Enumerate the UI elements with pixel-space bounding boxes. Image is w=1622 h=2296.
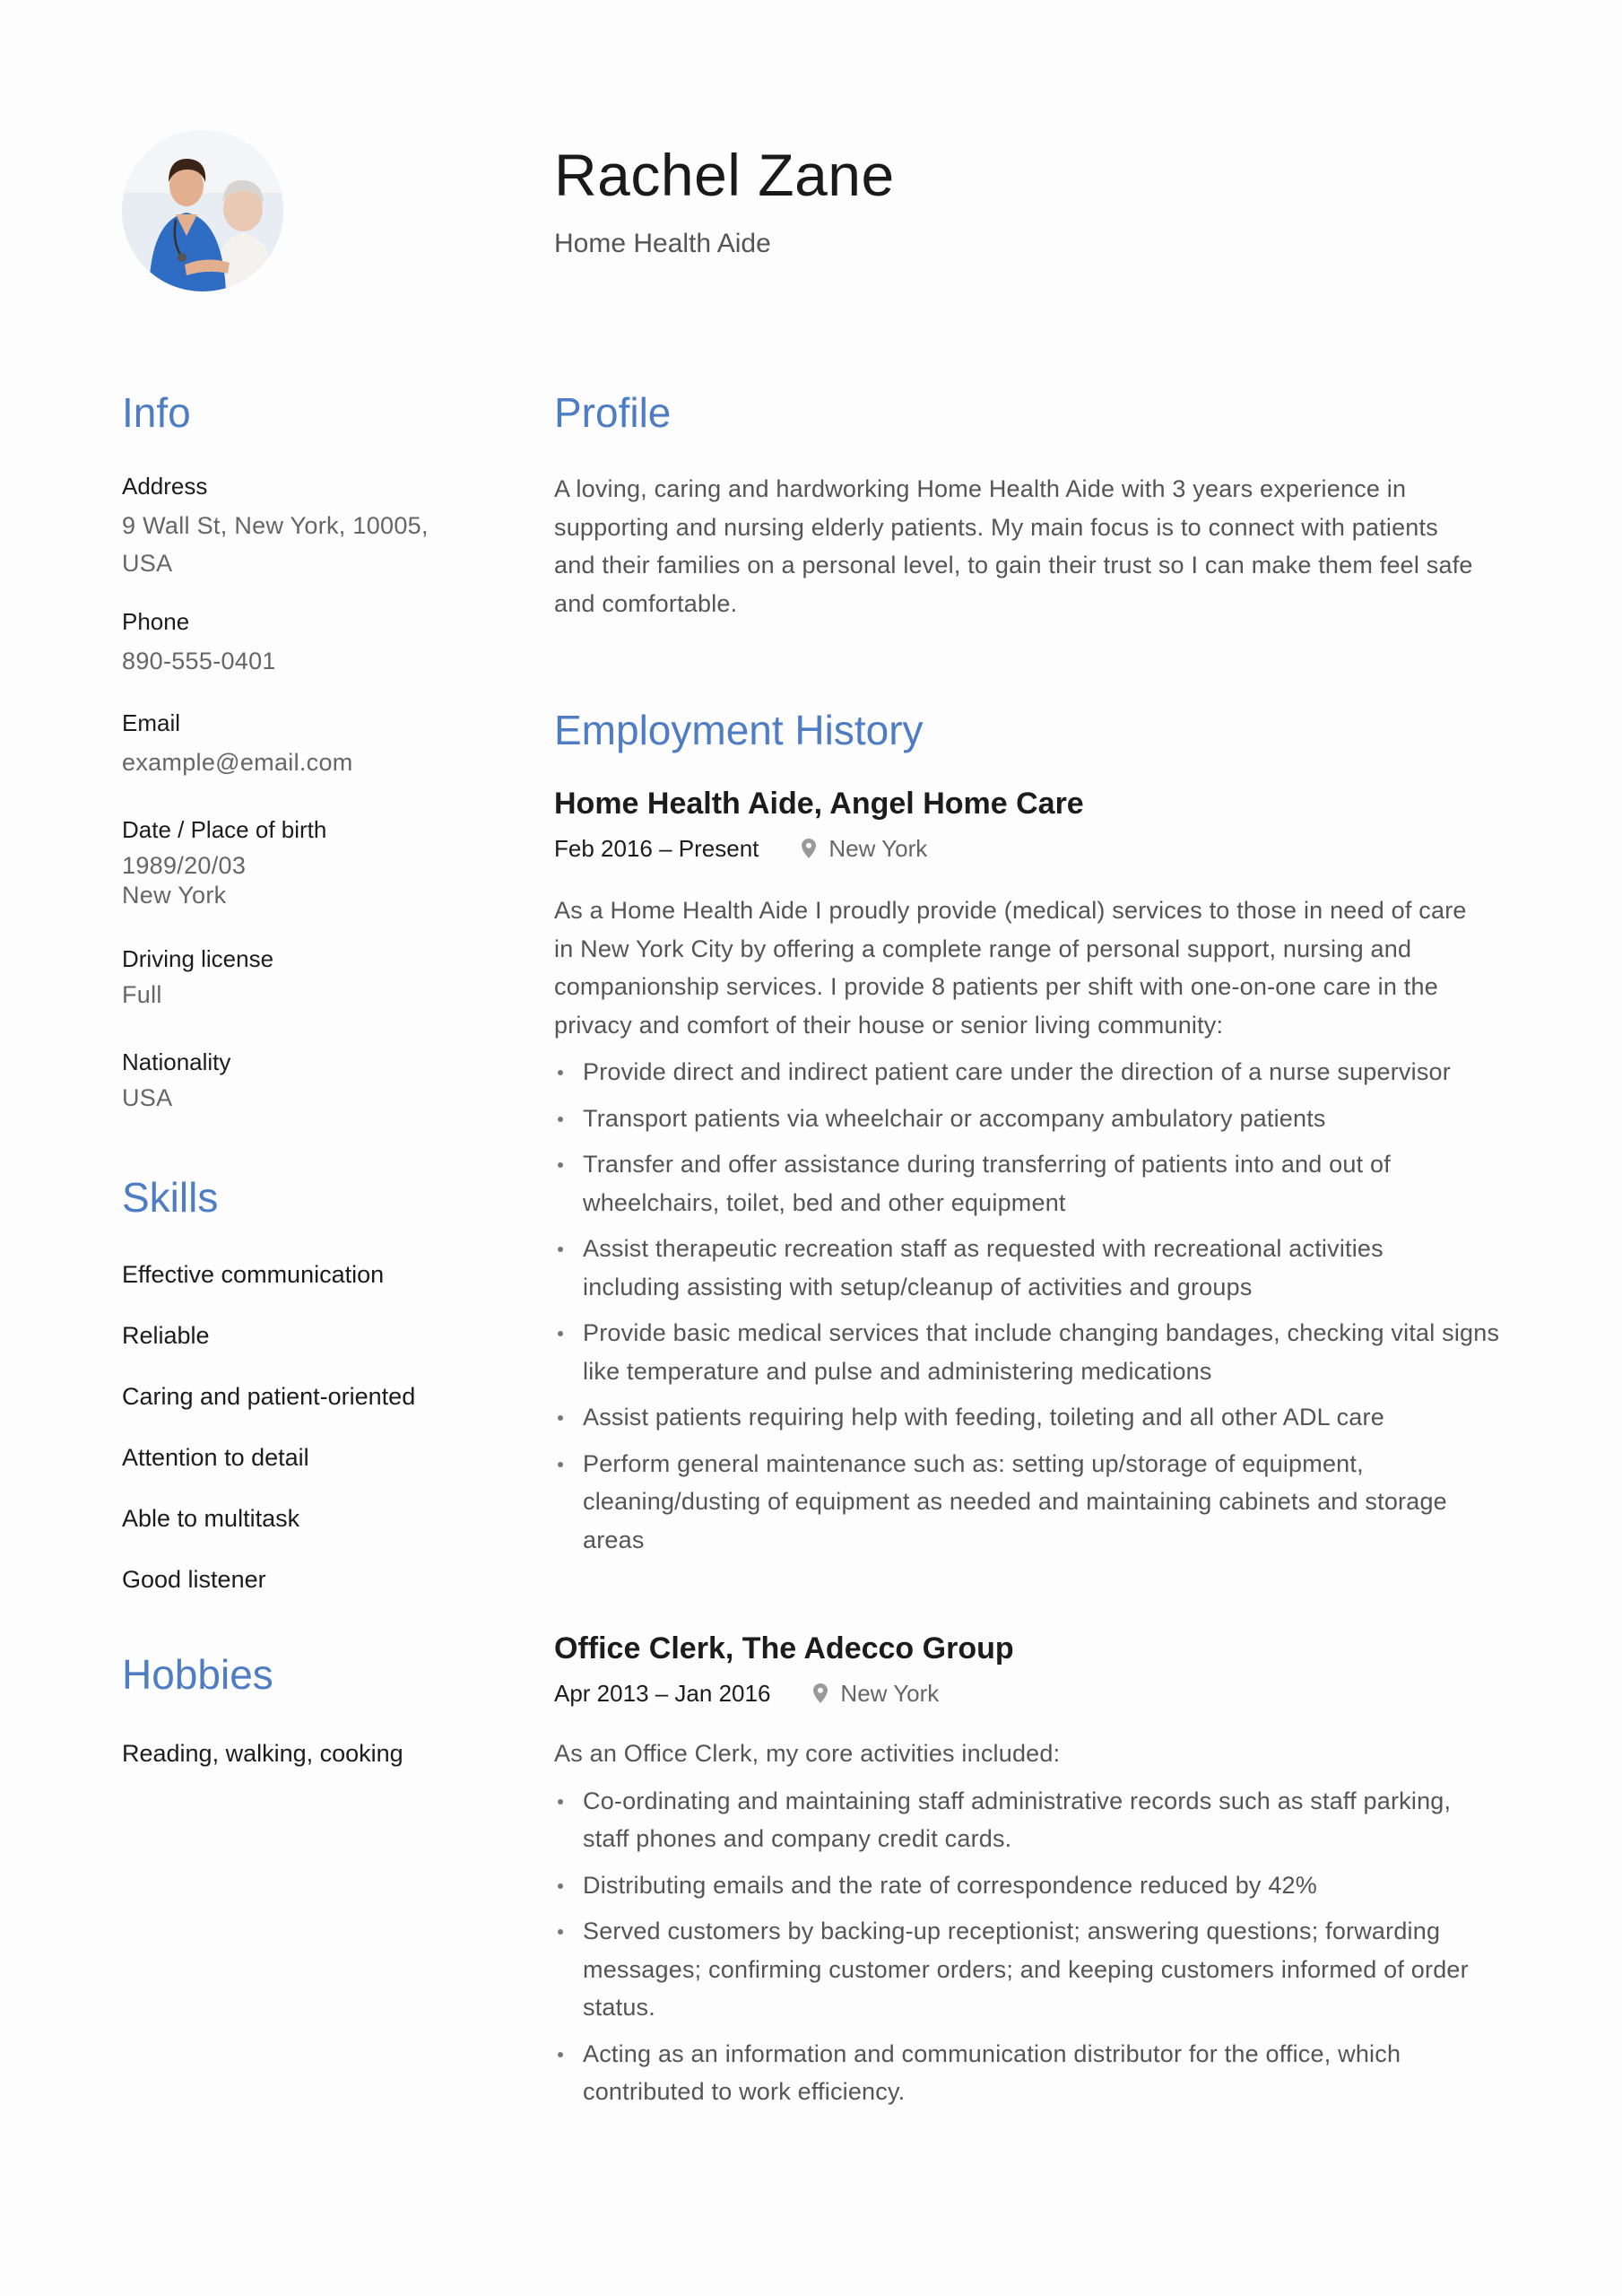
job-location	[813, 1677, 939, 1709]
skill-item: Able to multitask	[122, 1505, 300, 1532]
bullet-item	[554, 1398, 1505, 1437]
bullet-item	[554, 1230, 1505, 1306]
right-column	[554, 386, 1505, 2119]
bullet-line: Served customers by backing-up receptionist; answering questions; forwarding	[583, 1918, 1441, 1944]
bullet-item	[554, 1100, 1505, 1138]
info-value: USA	[122, 550, 173, 577]
bullet-line: messages; confirming customer orders; and keeping customers informed of order	[583, 1955, 1469, 1983]
info-value: 1989/20/03	[122, 852, 247, 879]
skill-item: Attention to detail	[122, 1444, 309, 1471]
job-intro-line: As an Office Clerk, my core activities included:	[554, 1740, 1061, 1767]
skill-item: Caring and patient-oriented	[122, 1383, 416, 1410]
skill-item: Good listener	[122, 1566, 266, 1593]
skills-section-title: Skills	[122, 1174, 219, 1221]
bullet-line: Co-ordinating and maintaining staff administrative records such as staff parking,	[583, 1787, 1452, 1814]
bullet-line: like temperature and pulse and administering medications	[583, 1357, 1212, 1385]
info-label: Address	[122, 473, 208, 500]
job-bullet-list	[554, 1782, 1505, 2111]
profile-line: supporting and nursing elderly patients. My main focus is to connect with patients	[554, 513, 1438, 541]
bullet-line: Transfer and offer assistance during transferring of patients into and out of	[583, 1151, 1391, 1178]
job-description	[554, 891, 1505, 1044]
job-description	[554, 1735, 1505, 1773]
candidate-name: Rachel Zane	[554, 142, 895, 208]
info-list	[122, 470, 481, 1113]
info-label: Driving license	[122, 945, 274, 972]
info-value: New York	[122, 882, 227, 909]
left-column	[122, 386, 481, 1798]
skill-item: Reliable	[122, 1322, 210, 1349]
job-entry	[554, 1629, 1505, 2111]
bullet-item	[554, 1053, 1505, 1091]
bullet-line: contributed to work efficiency.	[583, 2078, 906, 2105]
bullet-line: Perform general maintenance such as: setting up/storage of equipment,	[583, 1449, 1364, 1477]
bullet-line: Assist therapeutic recreation staff as requested with recreational activities	[583, 1235, 1383, 1262]
bullet-line: Provide basic medical services that include changing bandages, checking vital signs	[583, 1319, 1500, 1346]
info-label: Phone	[122, 608, 190, 635]
info-item-address	[122, 470, 481, 578]
employment-section-title: Employment History	[554, 707, 924, 753]
bullet-item	[554, 1782, 1505, 1858]
info-item-driving-license	[122, 943, 481, 1010]
bullet-item	[554, 1145, 1505, 1222]
job-heading: Office Clerk, The Adecco Group	[554, 1631, 1014, 1665]
profile-line: and comfortable.	[554, 589, 738, 617]
job-location	[802, 832, 927, 865]
info-value: example@email.com	[122, 749, 353, 776]
info-item-birth	[122, 813, 481, 910]
candidate-job-title: Home Health Aide	[554, 229, 771, 258]
bullet-line: Distributing emails and the rate of correspondence reduced by 42%	[583, 1871, 1317, 1899]
info-value: 890-555-0401	[122, 648, 276, 674]
job-intro-line: companionship services. I provide 8 patients per shift with one-on-one care in the	[554, 973, 1438, 1000]
job-intro-line: in New York City by offering a complete range of personal support, nursing and	[554, 935, 1412, 962]
bullet-item	[554, 1866, 1505, 1905]
bullet-line: Provide direct and indirect patient care under the direction of a nurse supervisor	[583, 1058, 1451, 1085]
bullet-line: cleaning/dusting of equipment as needed and maintaining cabinets and storage	[583, 1488, 1447, 1515]
job-intro-line: privacy and comfort of their house or senior living community:	[554, 1011, 1224, 1039]
job-intro-line: As a Home Health Aide I proudly provide (medical) services to those in need of care	[554, 897, 1467, 924]
bullet-line: areas	[583, 1526, 645, 1553]
hobbies-section-title: Hobbies	[122, 1651, 273, 1698]
bullet-item	[554, 1445, 1505, 1560]
map-pin-icon	[802, 839, 816, 858]
job-meta	[554, 832, 1505, 865]
job-dates: Apr 2013 – Jan 2016	[554, 1680, 771, 1707]
info-label: Nationality	[122, 1048, 231, 1075]
info-label: Date / Place of birth	[122, 816, 327, 843]
bullet-line: status.	[583, 1994, 655, 2021]
info-value: 9 Wall St, New York, 10005,	[122, 512, 429, 539]
bullet-line: Assist patients requiring help with feeding, toileting and all other ADL care	[583, 1404, 1384, 1431]
bullet-item	[554, 1314, 1505, 1390]
profile-line: and their families on a personal level, to gain their trust so I can make them feel safe	[554, 552, 1473, 578]
skills-list	[122, 1258, 481, 1596]
profile-section-title: Profile	[554, 389, 672, 436]
job-dates: Feb 2016 – Present	[554, 835, 759, 862]
map-pin-icon	[813, 1683, 828, 1703]
info-item-email	[122, 707, 481, 778]
hobbies-text: Reading, walking, cooking	[122, 1740, 403, 1767]
job-location-text: New York	[840, 1680, 940, 1707]
skill-item: Effective communication	[122, 1261, 385, 1288]
info-value: Full	[122, 981, 162, 1008]
bullet-line: Transport patients via wheelchair or accompany ambulatory patients	[583, 1104, 1326, 1132]
bullet-line: wheelchairs, toilet, bed and other equipment	[583, 1188, 1066, 1216]
bullet-item	[554, 2035, 1505, 2111]
info-value: USA	[122, 1084, 173, 1111]
job-bullet-list	[554, 1053, 1505, 1559]
info-label: Email	[122, 709, 181, 736]
info-section-title: Info	[122, 389, 191, 436]
profile-line: A loving, caring and hardworking Home Health Aide with 3 years experience in	[554, 475, 1407, 502]
job-entry	[554, 784, 1505, 1559]
bullet-item	[554, 1912, 1505, 2027]
job-meta	[554, 1677, 1505, 1709]
profile-summary	[554, 470, 1505, 622]
bullet-line: staff phones and company credit cards.	[583, 1825, 1012, 1852]
bullet-line: Acting as an information and communication distributor for the office, which	[583, 2039, 1401, 2067]
info-item-phone	[122, 605, 481, 676]
info-item-nationality	[122, 1046, 481, 1113]
profile-photo	[122, 130, 283, 291]
job-heading: Home Health Aide, Angel Home Care	[554, 787, 1084, 821]
bullet-line: including assisting with setup/cleanup of activities and groups	[583, 1273, 1253, 1300]
job-location-text: New York	[828, 835, 928, 862]
